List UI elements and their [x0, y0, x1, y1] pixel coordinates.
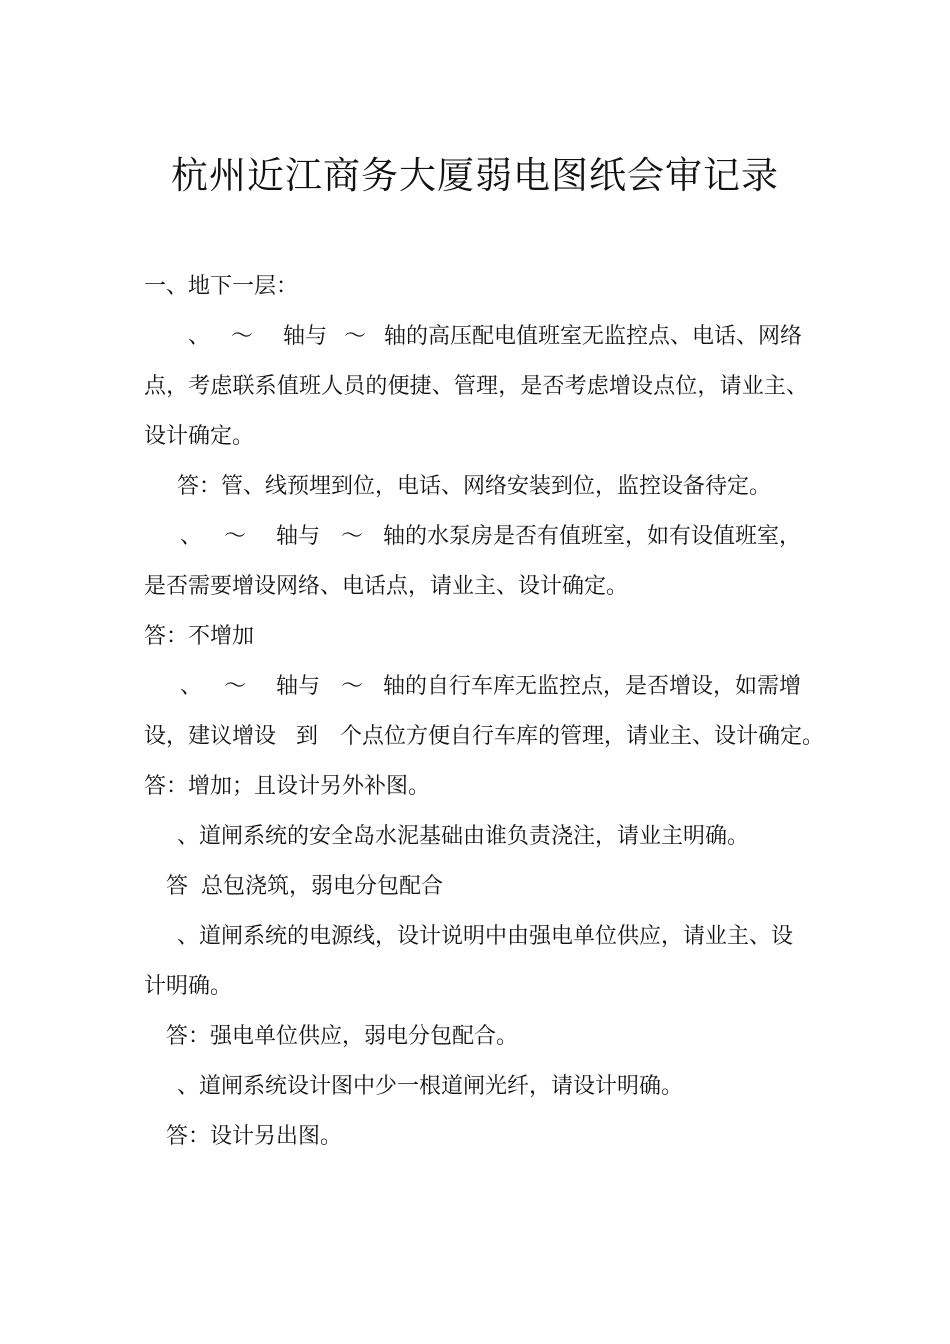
q6-answer: 答：设计另出图。 — [166, 1124, 343, 1149]
q2-tilde-a: ～ — [224, 524, 247, 549]
q3-line-2-part-a: 设，建议增设 — [144, 724, 277, 749]
q1-tilde-b: ～ — [344, 324, 367, 349]
q1-tilde-a: ～ — [231, 324, 254, 349]
q5-line-1-text: 、道闸系统的电源线，设计说明中由强电单位供应，请业主、设 — [177, 924, 794, 949]
q3-line-1-text: 轴的自行车库无监控点，是否增设，如需增 — [383, 674, 802, 699]
q2-line-2-text: 是否需要增设网络、电话点，请业主、设计确定。 — [144, 574, 629, 599]
q4-answer-text: 总包浇筑，弱电分包配合 — [201, 874, 444, 899]
q3-line-2-part-c: 个点位方便自行车库的管理，请业主、设计确定。 — [340, 724, 825, 749]
q2-tilde-b: ～ — [341, 524, 364, 549]
q4-answer-label: 答 — [166, 874, 189, 899]
q1-line-3-text: 设计确定。 — [144, 424, 255, 449]
q3-tilde-a: ～ — [224, 674, 247, 699]
q6-text: 、道闸系统设计图中少一根道闸光纤，请设计明确。 — [177, 1074, 684, 1099]
q2-axis-label: 轴与 — [276, 524, 321, 549]
q1-separator: 、 — [188, 324, 211, 349]
q1-axis-label: 轴与 — [283, 324, 328, 349]
q2-line-1-text: 轴的水泵房是否有值班室，如有设值班室， — [383, 524, 802, 549]
q3-answer: 答：增加；且设计另外补图。 — [144, 774, 431, 799]
q3-separator: 、 — [180, 674, 203, 699]
q5-line-2-text: 计明确。 — [144, 974, 233, 999]
q5-answer: 答：强电单位供应，弱电分包配合。 — [166, 1024, 519, 1049]
section-heading: 一、地下一层： — [144, 274, 299, 299]
q3-line-2-part-b: 到 — [296, 724, 319, 749]
q1-line-2-text: 点，考虑联系值班人员的便捷、管理，是否考虑增设点位，请业主、 — [144, 374, 808, 399]
q4-text: 、道闸系统的安全岛水泥基础由谁负责浇注，请业主明确。 — [177, 824, 750, 849]
q1-answer: 答：管、线预埋到位，电话、网络安装到位，监控设备待定。 — [177, 474, 772, 499]
document-title: 杭州近江商务大厦弱电图纸会审记录 — [171, 154, 779, 197]
q3-tilde-b: ～ — [341, 674, 364, 699]
q1-line-1-text: 轴的高压配电值班室无监控点、电话、网络 — [384, 324, 803, 349]
q2-separator: 、 — [180, 524, 203, 549]
q3-axis-label: 轴与 — [276, 674, 321, 699]
q2-answer: 答：不增加 — [144, 624, 255, 649]
